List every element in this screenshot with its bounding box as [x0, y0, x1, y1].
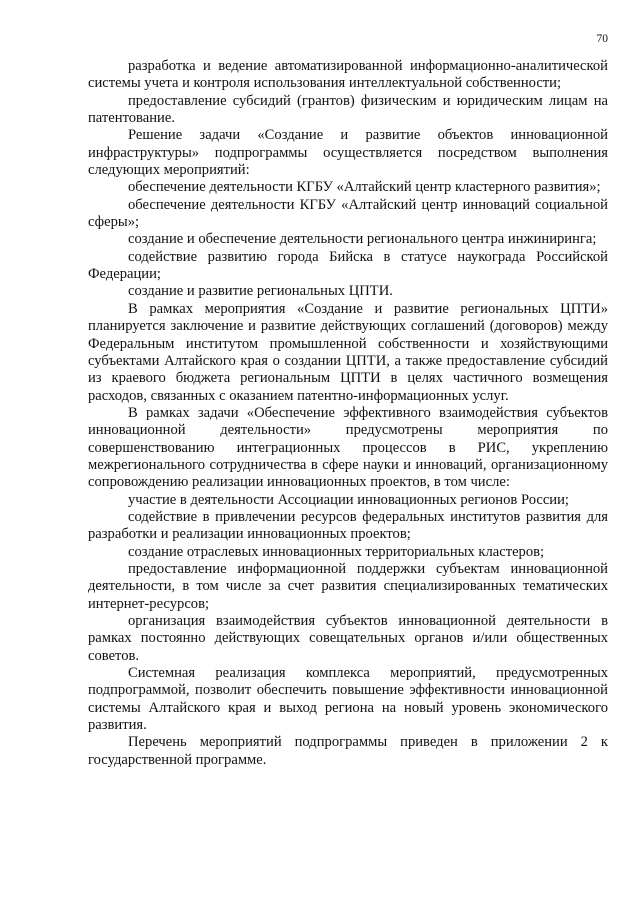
paragraph: В рамках задачи «Обеспечение эффективного взаимодействия субъектов инновационной деятельности» предусмотрены мероприятия по совершенствованию интеграционных процессов в РИС, укреплению межрегионального сотрудничества в сфере науки и инноваций, организационному сопровождению реализации инновационных проектов, в том числе: [88, 404, 608, 491]
paragraph: Системная реализация комплекса мероприятий, предусмотренных подпрограммой, позволит обеспечить повышение эффективности инновационной системы Алтайского края и выход региона на новый уровень экономического развития. [88, 665, 608, 734]
page-number: 70 [596, 33, 608, 45]
paragraph: содействие развитию города Бийска в статусе наукограда Российской Федерации; [88, 248, 608, 283]
document-body [88, 58, 608, 769]
paragraph: разработка и ведение автоматизированной информационно-аналитической системы учета и контроля использования интеллектуальной собственности; [88, 58, 608, 92]
paragraph: предоставление информационной поддержки субъектам инновационной деятельности, в том числе за счет развития специализированных тематических интернет-ресурсов; [88, 560, 608, 612]
paragraph: создание и развитие региональных ЦПТИ. [128, 283, 393, 300]
paragraph: содействие в привлечении ресурсов федеральных институтов развития для разработки и реализации инновационных проектов; [88, 508, 608, 543]
paragraph: участие в деятельности Ассоциации инновационных регионов России; [128, 491, 569, 508]
paragraph: обеспечение деятельности КГБУ «Алтайский центр инноваций социальной сферы»; [88, 196, 608, 231]
paragraph: Перечень мероприятий подпрограммы приведен в приложении 2 к государственной программе. [88, 734, 608, 768]
paragraph: создание отраслевых инновационных территориальных кластеров; [128, 543, 545, 560]
paragraph: предоставление субсидий (грантов) физическим и юридическим лицам на патентование. [88, 92, 608, 127]
paragraph: организация взаимодействия субъектов инновационной деятельности в рамках постоянно действующих совещательных органов и/или общественных советов. [88, 613, 608, 664]
paragraph: обеспечение деятельности КГБУ «Алтайский центр кластерного развития»; [128, 179, 601, 196]
paragraph: создание и обеспечение деятельности регионального центра инжиниринга; [128, 231, 597, 248]
paragraph: В рамках мероприятия «Создание и развитие региональных ЦПТИ» планируется заключение и развитие действующих соглашений (договоров) между Федеральным институтом промышленной собственности и хозяйствующими субъектами Алтайского края о создании ЦПТИ, а также предоставление субсидий из краевого бюджета региональным ЦПТИ в целях частичного возмещения расходов, связанных с оказанием патентно-информационных услуг. [88, 300, 608, 404]
paragraph: Решение задачи «Создание и развитие объектов инновационной инфраструктуры» подпрограммы осуществляется посредством выполнения следующих мероприятий: [88, 127, 608, 179]
